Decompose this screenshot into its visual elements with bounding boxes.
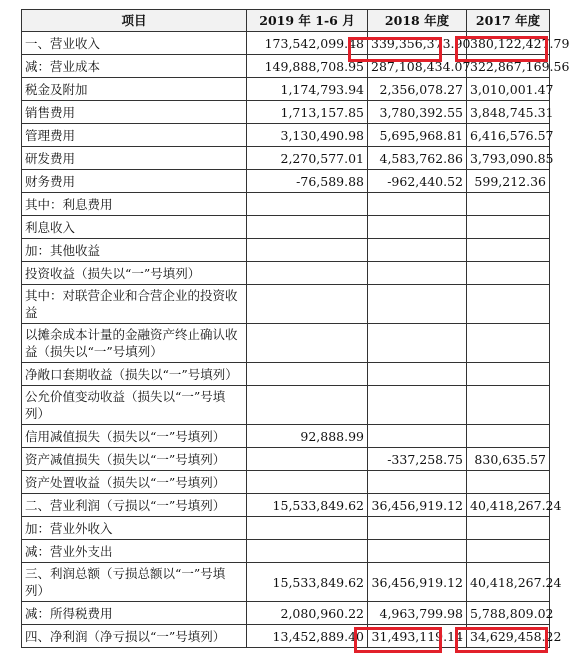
cell-2017: 6,416,576.57 <box>467 124 550 147</box>
row-label: 加：营业外收入 <box>22 517 247 540</box>
table-row <box>22 239 550 262</box>
table-row <box>22 363 550 386</box>
cell-2017: 322,867,169.56 <box>467 55 550 78</box>
row-label: 利息收入 <box>22 216 247 239</box>
cell-2018 <box>368 285 467 324</box>
cell-2017 <box>467 193 550 216</box>
row-label: 减：营业外支出 <box>22 540 247 563</box>
cell-2019h1 <box>247 363 368 386</box>
cell-2017: 3,848,745.31 <box>467 101 550 124</box>
cell-2019h1: 1,713,157.85 <box>247 101 368 124</box>
cell-2019h1: 15,533,849.62 <box>247 563 368 602</box>
header-item: 项目 <box>22 10 247 32</box>
cell-2017: 34,629,458.22 <box>467 625 550 648</box>
row-label: 信用减值损失（损失以“一”号填列） <box>22 425 247 448</box>
cell-2017 <box>467 363 550 386</box>
row-label: 资产减值损失（损失以“一”号填列） <box>22 448 247 471</box>
cell-2019h1 <box>247 262 368 285</box>
cell-2018 <box>368 216 467 239</box>
cell-2017 <box>467 517 550 540</box>
cell-2018: -962,440.52 <box>368 170 467 193</box>
cell-2019h1 <box>247 324 368 363</box>
cell-2018: 2,356,078.27 <box>368 78 467 101</box>
table-row <box>22 471 550 494</box>
table-row <box>22 124 550 147</box>
row-label: 财务费用 <box>22 170 247 193</box>
cell-2017 <box>467 216 550 239</box>
table-row <box>22 602 550 625</box>
cell-2019h1: 13,452,889.40 <box>247 625 368 648</box>
cell-2019h1 <box>247 285 368 324</box>
cell-2017 <box>467 285 550 324</box>
cell-2019h1: 2,080,960.22 <box>247 602 368 625</box>
row-label: 加：其他收益 <box>22 239 247 262</box>
cell-2017 <box>467 386 550 425</box>
row-label: 减：营业成本 <box>22 55 247 78</box>
cell-2018 <box>368 517 467 540</box>
cell-2017 <box>467 262 550 285</box>
table-row <box>22 494 550 517</box>
row-label: 三、利润总额（亏损总额以“一”号填列） <box>22 563 247 602</box>
row-label: 二、营业利润（亏损以“一”号填列） <box>22 494 247 517</box>
table-row <box>22 285 550 324</box>
cell-2019h1 <box>247 540 368 563</box>
table-body <box>22 32 569 648</box>
table-row <box>22 324 550 363</box>
table-row <box>22 625 550 648</box>
table-row <box>22 55 550 78</box>
row-label: 研发费用 <box>22 147 247 170</box>
cell-2018: 3,780,392.55 <box>368 101 467 124</box>
row-label: 管理费用 <box>22 124 247 147</box>
cell-2018 <box>368 324 467 363</box>
table-header-row <box>22 10 550 32</box>
cell-2019h1: 3,130,490.98 <box>247 124 368 147</box>
header-2017: 2017 年度 <box>467 10 550 32</box>
cell-2017 <box>467 324 550 363</box>
row-label: 一、营业收入 <box>22 32 247 55</box>
cell-2017 <box>467 425 550 448</box>
table-row <box>22 32 550 55</box>
cell-2018 <box>368 540 467 563</box>
row-label: 资产处置收益（损失以“一”号填列） <box>22 471 247 494</box>
row-label: 税金及附加 <box>22 78 247 101</box>
cell-2017: 40,418,267.24 <box>467 494 550 517</box>
cell-2019h1: 173,542,099.48 <box>247 32 368 55</box>
cell-2017: 380,122,427.79 <box>467 32 550 55</box>
table-row <box>22 193 550 216</box>
row-label: 其中：对联营企业和合营企业的投资收益 <box>22 285 247 324</box>
cell-2019h1 <box>247 471 368 494</box>
row-label: 公允价值变动收益（损失以“一”号填列） <box>22 386 247 425</box>
cell-2019h1 <box>247 193 368 216</box>
cell-2018: 36,456,919.12 <box>368 563 467 602</box>
table-row <box>22 78 550 101</box>
table-row <box>22 170 550 193</box>
cell-2018 <box>368 363 467 386</box>
row-label: 销售费用 <box>22 101 247 124</box>
cell-2017 <box>467 540 550 563</box>
income-statement-table <box>21 9 569 648</box>
table-row <box>22 540 550 563</box>
cell-2018 <box>368 239 467 262</box>
cell-2019h1 <box>247 517 368 540</box>
cell-2019h1: 1,174,793.94 <box>247 78 368 101</box>
table-row <box>22 101 550 124</box>
table-row <box>22 563 550 602</box>
cell-2018: 31,493,119.14 <box>368 625 467 648</box>
cell-2017: 3,793,090.85 <box>467 147 550 170</box>
row-label: 减：所得税费用 <box>22 602 247 625</box>
row-label: 四、净利润（净亏损以“一”号填列） <box>22 625 247 648</box>
cell-2018: 5,695,968.81 <box>368 124 467 147</box>
cell-2017: 830,635.57 <box>467 448 550 471</box>
cell-2018: 4,963,799.98 <box>368 602 467 625</box>
cell-2017 <box>467 471 550 494</box>
table-row <box>22 517 550 540</box>
cell-2018 <box>368 386 467 425</box>
cell-2018: 4,583,762.86 <box>368 147 467 170</box>
cell-2017 <box>467 239 550 262</box>
table-row <box>22 386 550 425</box>
header-2019h1: 2019 年 1-6 月 <box>247 10 368 32</box>
row-label: 其中：利息费用 <box>22 193 247 216</box>
row-label: 以摊余成本计量的金融资产终止确认收益（损失以“一”号填列） <box>22 324 247 363</box>
table-row <box>22 425 550 448</box>
cell-2019h1 <box>247 239 368 262</box>
cell-2018 <box>368 193 467 216</box>
cell-2019h1: 2,270,577.01 <box>247 147 368 170</box>
table-row <box>22 147 550 170</box>
cell-2018: 36,456,919.12 <box>368 494 467 517</box>
cell-2019h1 <box>247 216 368 239</box>
header-2018: 2018 年度 <box>368 10 467 32</box>
row-label: 投资收益（损失以“一”号填列） <box>22 262 247 285</box>
cell-2018 <box>368 425 467 448</box>
table-row <box>22 262 550 285</box>
cell-2018 <box>368 471 467 494</box>
cell-2017: 3,010,001.47 <box>467 78 550 101</box>
cell-2018: 287,108,434.07 <box>368 55 467 78</box>
cell-2019h1: 15,533,849.62 <box>247 494 368 517</box>
cell-2019h1: -76,589.88 <box>247 170 368 193</box>
cell-2018: -337,258.75 <box>368 448 467 471</box>
cell-2019h1 <box>247 448 368 471</box>
cell-2019h1: 149,888,708.95 <box>247 55 368 78</box>
cell-2017: 5,788,809.02 <box>467 602 550 625</box>
cell-2017: 599,212.36 <box>467 170 550 193</box>
row-label: 净敞口套期收益（损失以“一”号填列） <box>22 363 247 386</box>
table-row <box>22 216 550 239</box>
cell-2018 <box>368 262 467 285</box>
cell-2019h1: 92,888.99 <box>247 425 368 448</box>
cell-2017: 40,418,267.24 <box>467 563 550 602</box>
table-row <box>22 448 550 471</box>
cell-2018: 339,356,373.90 <box>368 32 467 55</box>
cell-2019h1 <box>247 386 368 425</box>
